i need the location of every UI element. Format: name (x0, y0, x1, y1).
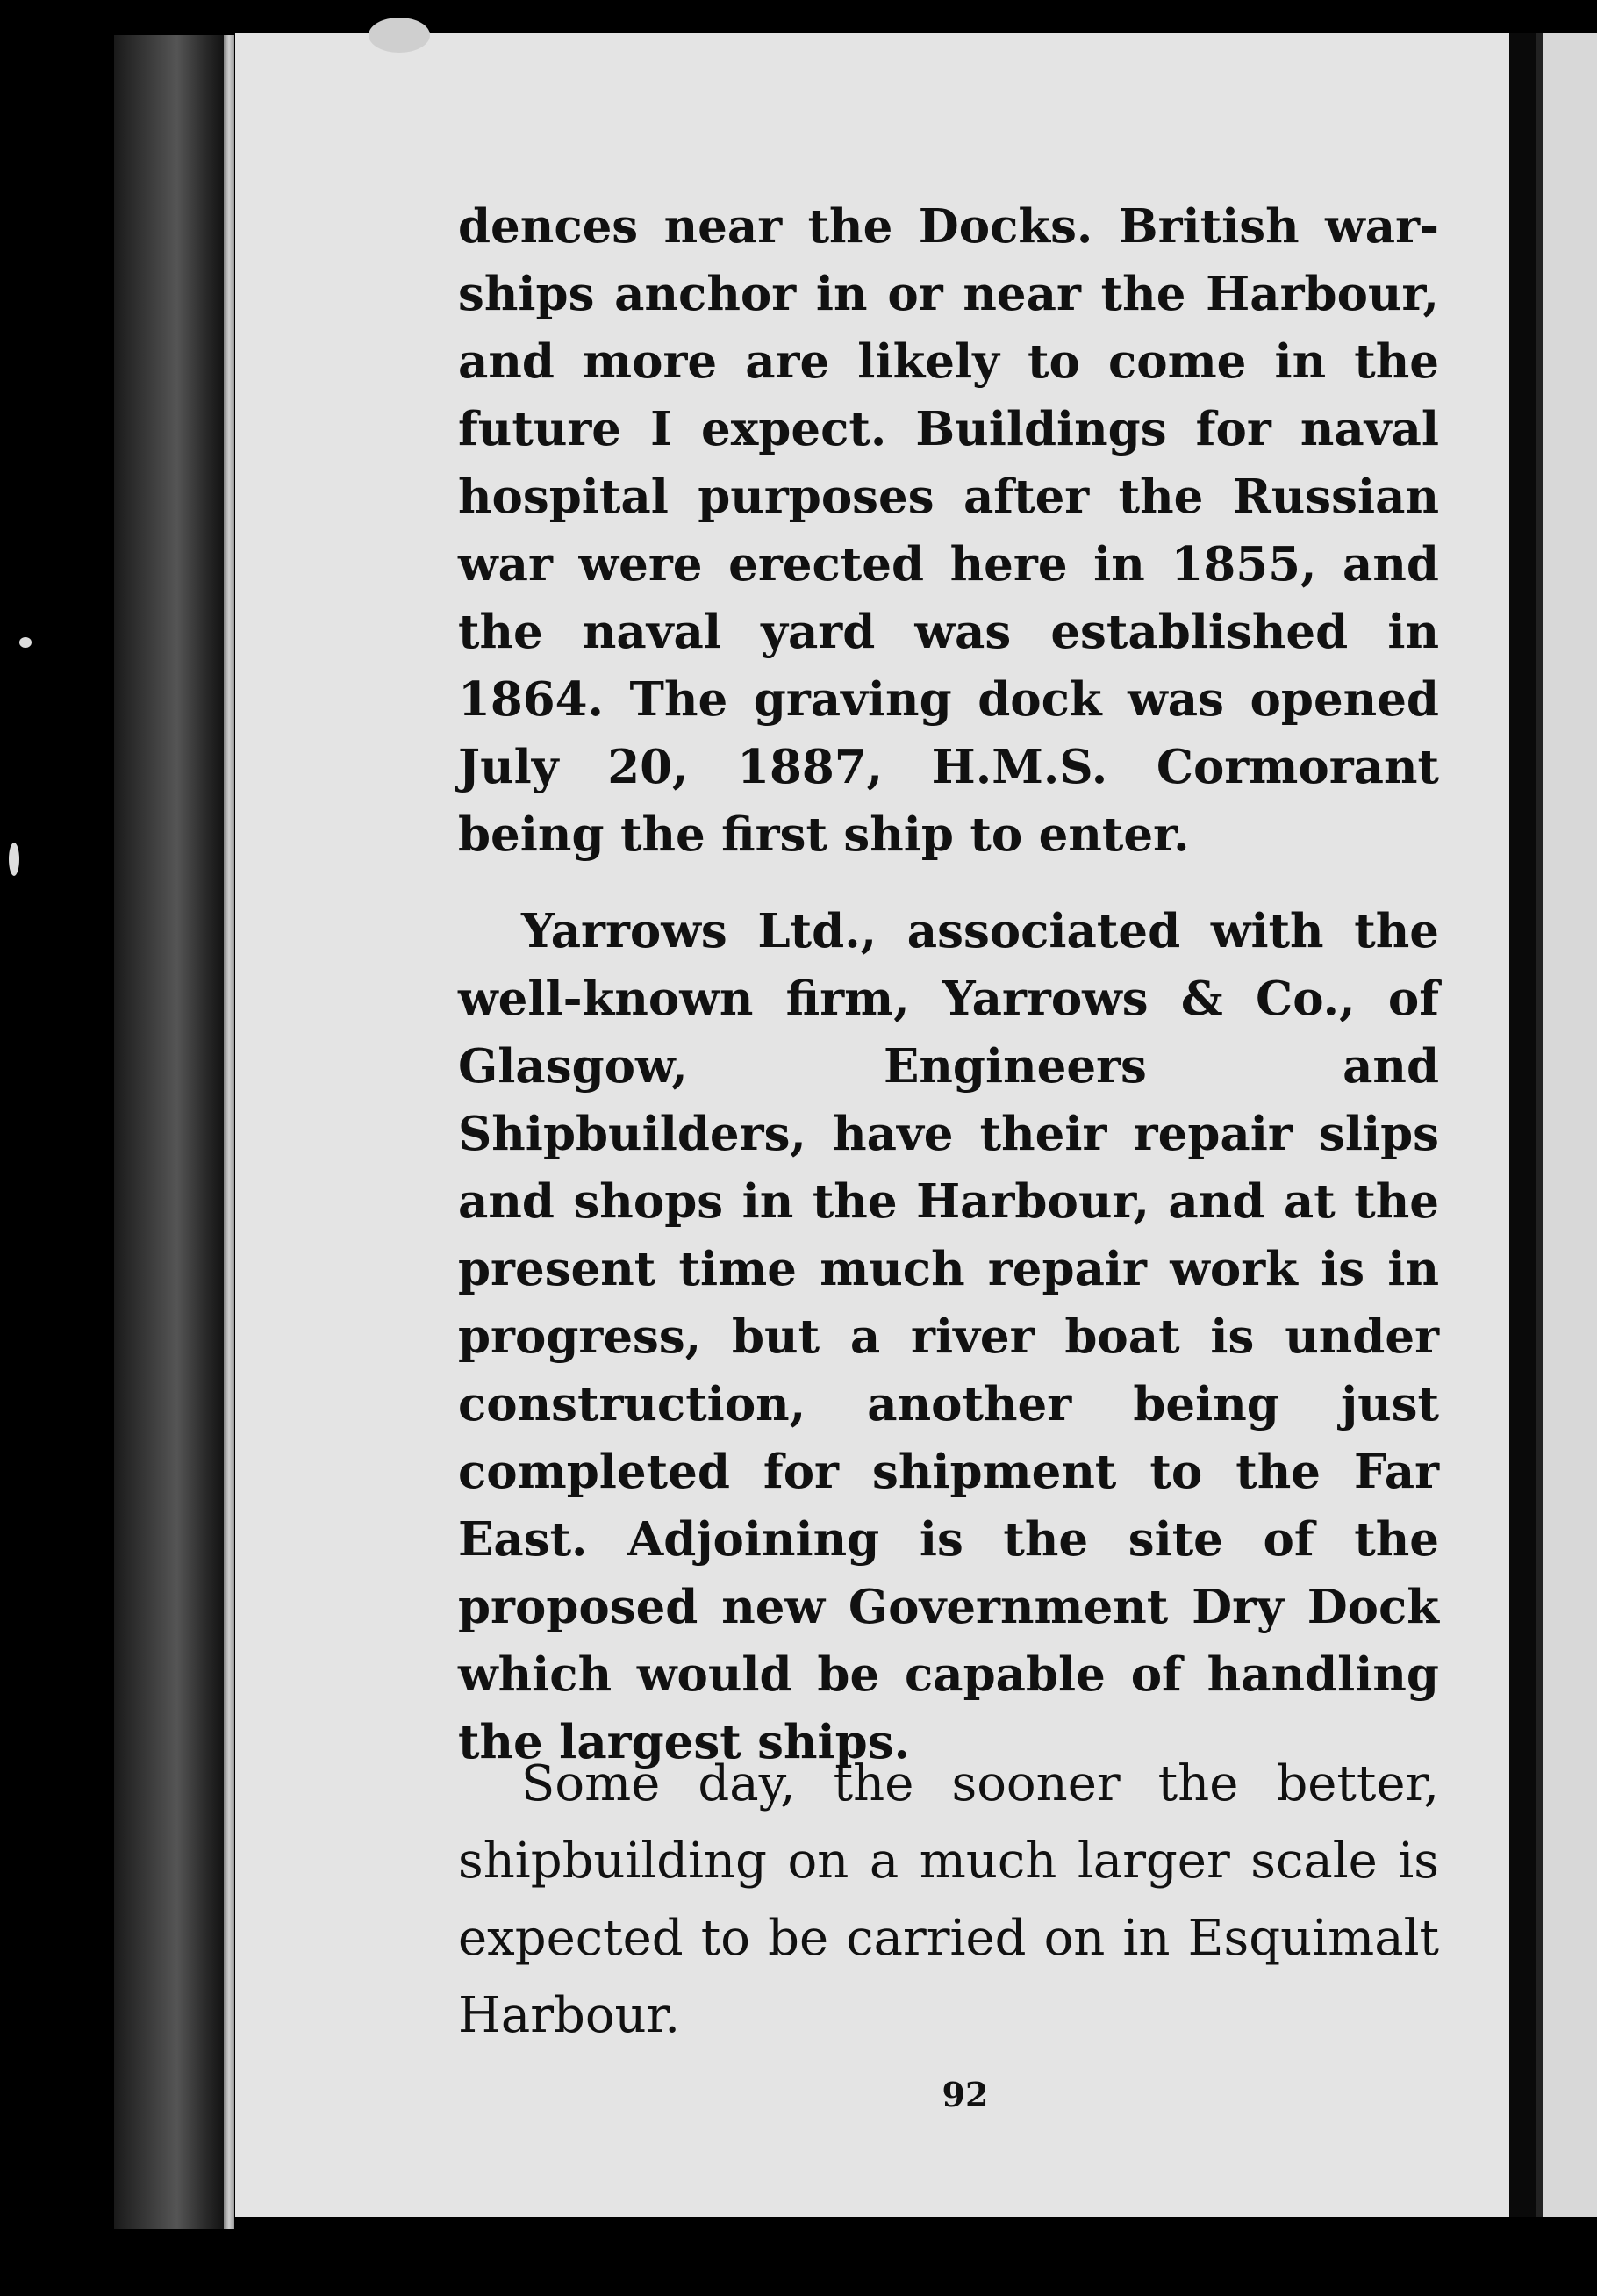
scan-speck (369, 18, 430, 53)
paragraph-3: Some day, the sooner the better, shipbuilding on a much larger scale is expected to be carried on in Esquimalt Harbour. (458, 1755, 1439, 2044)
page-edge (224, 35, 234, 2229)
gutter-shadow (1509, 33, 1536, 2217)
scan-speck (9, 843, 19, 876)
page-number: 92 (942, 2075, 989, 2114)
scan-speck (19, 637, 32, 648)
paragraph-2: Yarrows Ltd., associated with the well-known firm, Yarrows & Co., of Glasgow, Engineers and Shipbuilders, have their repair slips and shops in the Harbour, and at the present time much repair work is in progress, but a river boat is under construction, another being just completed for shipment to the Far East. Adjoining is the site of the proposed new Government Dry Dock which would be capable of handling the largest ships. (458, 904, 1439, 1769)
facing-page-border (1536, 33, 1543, 2217)
facing-page-edge (1536, 33, 1597, 2217)
paragraph-1: dences near the Docks. British warships anchor in or near the Harbour, and more are likely to come in the future I expect. Buildings for naval hospital purposes after the Russian war were erected here in 1855, and the naval yard was established in 1864. The graving dock was opened July 20, 1887, H.M.S. Cormorant being the first ship to enter. (458, 199, 1439, 862)
book-spine (114, 35, 228, 2229)
